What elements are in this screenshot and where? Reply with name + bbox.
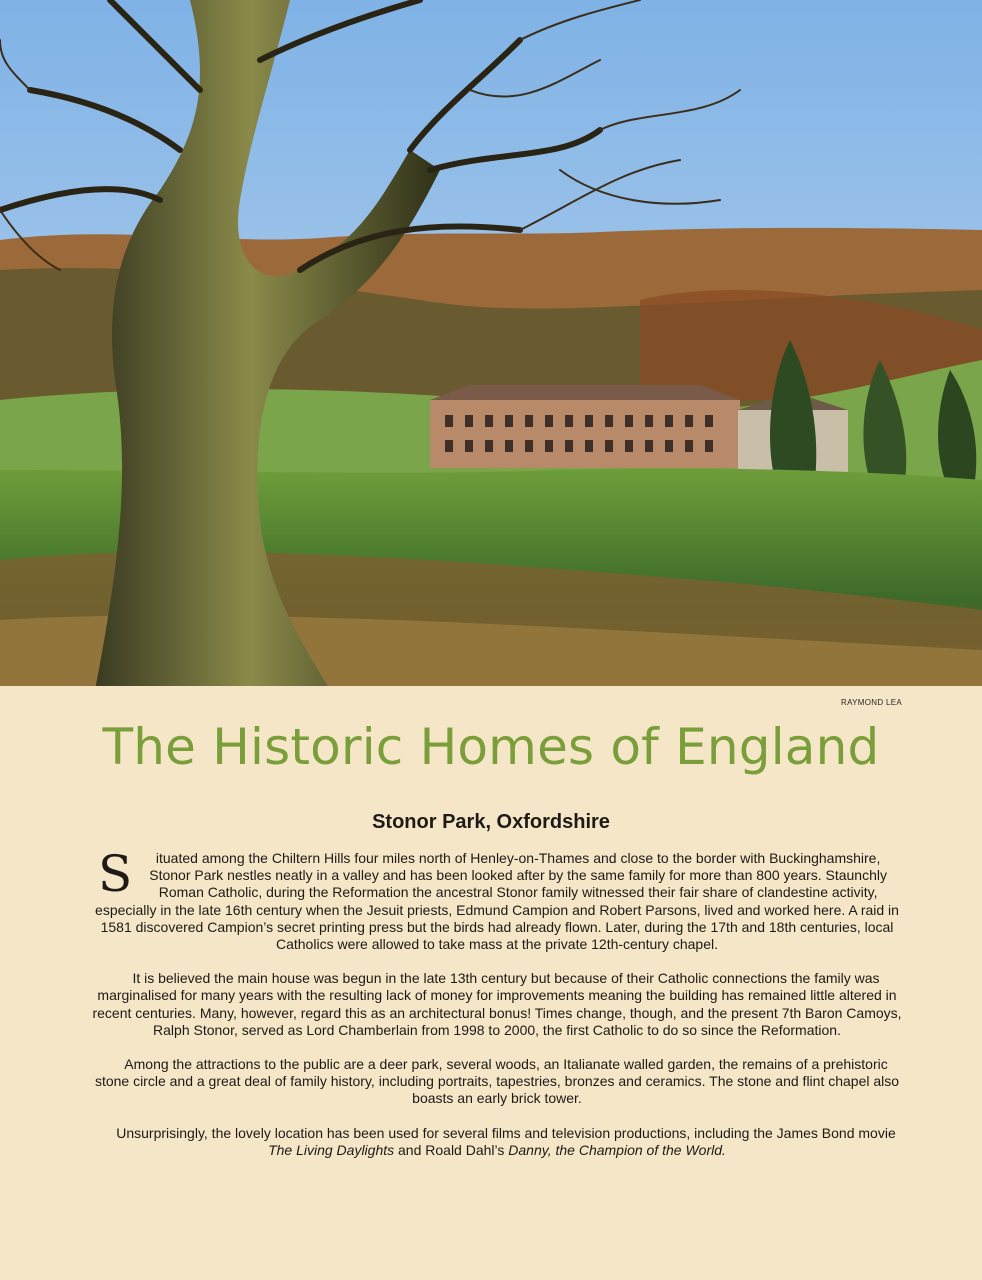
film-title-danny: Danny, the Champion of the World.	[508, 1141, 726, 1158]
article-paragraph-1	[92, 845, 902, 953]
article-paragraph-4	[92, 1125, 902, 1159]
paragraph-4-mid: and Roald Dahl’s	[394, 1141, 509, 1158]
paragraph-2-text: It is believed the main house was begun in the late 13th century but because of their Catholic connections the family was marginalised for many years with the resulting lack of money for improvements meaning the building has remained little altered in recent centuries. Many, however, regard this as an architectural bonus! Times change, though, and the present 7th Baron Camoys, Ralph Stonor, served as Lord Chamberlain from 1998 to 2000, the first Catholic to do so since the Reformation.	[92, 970, 902, 1038]
photo-credit: RAYMOND LEA	[841, 698, 902, 707]
article-paragraph-3	[92, 1056, 902, 1108]
article-subtitle: Stonor Park, Oxfordshire	[372, 811, 610, 833]
drop-cap: S	[98, 845, 133, 903]
paragraph-3-text: Among the attractions to the public are a deer park, several woods, an Italianate walled garden, the remains of a prehistoric stone circle and a great deal of family history, including portraits, tapestries, bronzes and ceramics. The stone and flint chapel also boasts an early brick tower.	[94, 1056, 900, 1107]
article-paragraph-2	[92, 970, 902, 1039]
film-title-living-daylights: The Living Daylights	[268, 1141, 395, 1158]
paragraph-1-text: ituated among the Chiltern Hills four miles north of Henley-on-Thames and close to the border with Buckinghamshire, Stonor Park nestles neatly in a valley and has been looked after by the same family for more than 800 years. Staunchly Roman Catholic, during the Reformation the ancestral Stonor family witnessed their fair share of clandestine activity, especially in the late 16th century when the Jesuit priests, Edmund Campion and Robert Parsons, lived and worked here. A raid in 1581 discovered Campion’s secret printing press but the birds had already flown. Later, during the 17th and 18th centuries, local Catholics were allowed to take mass at the private 12th-century chapel.	[95, 850, 899, 953]
page-title: The Historic Homes of England	[102, 718, 880, 776]
article-body	[92, 845, 902, 1176]
paragraph-4-start: Unsurprisingly, the lovely location has been used for several films and television productions, including the James Bond movie	[116, 1124, 896, 1141]
